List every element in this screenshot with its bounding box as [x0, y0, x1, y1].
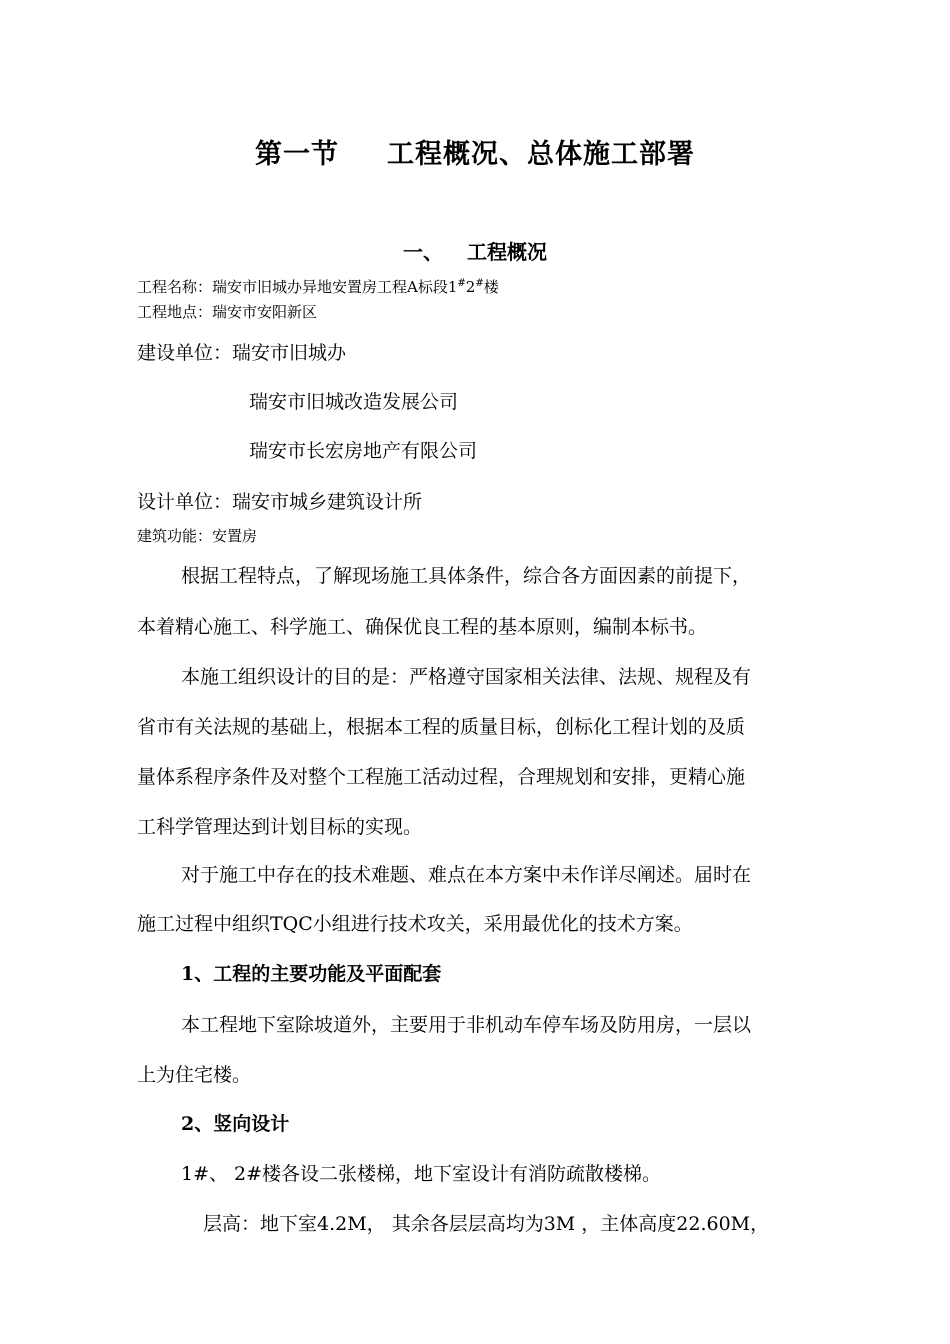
paragraph-line: 本着精心施工、科学施工、确保优良工程的基本原则，编制本标书。	[137, 616, 708, 638]
paragraph-line: 施工过程中组织TQC小组进行技术攻关，采用最优化的技术方案。	[137, 913, 693, 935]
builder-unit: 建设单位：瑞安市旧城办	[137, 342, 347, 364]
subheading-vertical-design: 2、竖向设计	[181, 1113, 290, 1135]
paragraph-line: 1#、 2#楼各设二张楼梯，地下室设计有消防疏散楼梯。	[181, 1163, 662, 1185]
subheading-functions: 1、工程的主要功能及平面配套	[181, 963, 442, 985]
project-name: 工程名称：瑞安市旧城办异地安置房工程A标段1#2#楼	[137, 278, 499, 296]
design-unit: 设计单位：瑞安市城乡建筑设计所	[137, 491, 423, 513]
paragraph-line: 根据工程特点，了解现场施工具体条件，综合各方面因素的前提下，	[181, 565, 752, 587]
builder-unit-2: 瑞安市旧城改造发展公司	[249, 391, 459, 413]
section-title: 工程概况、总体施工部署	[387, 139, 695, 170]
paragraph-line: 层高：地下室4.2M， 其余各层层高均为3M ，主体高度22.60M，	[203, 1213, 770, 1235]
paragraph-line: 本施工组织设计的目的是：严格遵守国家相关法律、法规、规程及有	[181, 666, 752, 688]
section-number: 第一节	[255, 139, 339, 170]
paragraph-line: 工科学管理达到计划目标的实现。	[137, 816, 423, 838]
building-function: 建筑功能：安置房	[137, 527, 258, 545]
page-title	[0, 132, 950, 171]
paragraph-line: 对于施工中存在的技术难题、难点在本方案中未作详尽阐述。届时在	[181, 864, 752, 886]
paragraph-line: 本工程地下室除坡道外，主要用于非机动车停车场及防用房，一层以	[181, 1014, 752, 1036]
builder-unit-3: 瑞安市长宏房地产有限公司	[249, 440, 478, 462]
paragraph-line: 省市有关法规的基础上，根据本工程的质量目标，创标化工程计划的及质	[137, 716, 746, 738]
heading-overview	[0, 236, 950, 265]
project-location: 工程地点：瑞安市安阳新区	[137, 303, 318, 321]
paragraph-line: 上为住宅楼。	[137, 1064, 252, 1086]
heading-number: 一、	[403, 240, 443, 264]
paragraph-line: 量体系程序条件及对整个工程施工活动过程，合理规划和安排，更精心施	[137, 766, 746, 788]
heading-text: 工程概况	[467, 240, 547, 264]
